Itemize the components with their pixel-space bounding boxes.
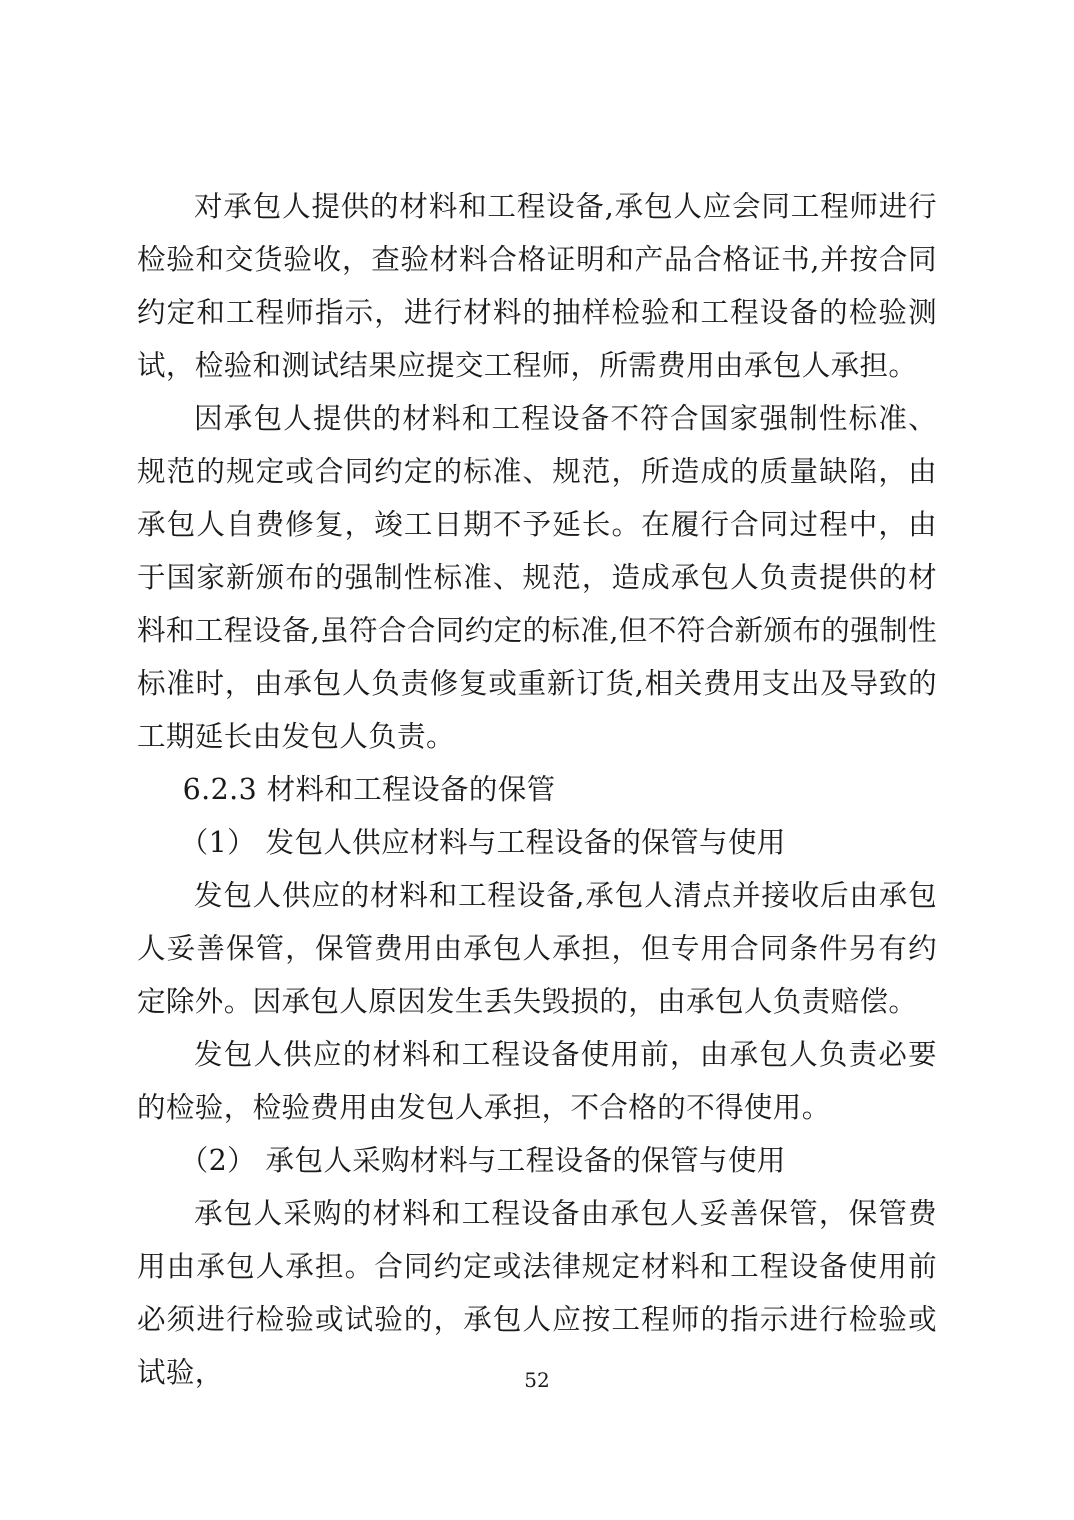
- paragraph-materials-inspection: 对承包人提供的材料和工程设备,承包人应会同工程师进行检验和交货验收，查验材料合格证明和产品合格证书,并按合同约定和工程师指示，进行材料的抽样检验和工程设备的检验测试，检验和测试结果应提交工程师，所需费用由承包人承担。: [137, 190, 937, 382]
- paragraph-nonconforming-materials: 因承包人提供的材料和工程设备不符合国家强制性标准、规范的规定或合同约定的标准、规范，所造成的质量缺陷，由承包人自费修复，竣工日期不予延长。在履行合同过程中，由于国家新颁布的强制性标准、规范，造成承包人负责提供的材料和工程设备,虽符合合同约定的标准,但不符合新颁布的强制性标准时，由承包人负责修复或重新订货,相关费用支出及导致的工期延长由发包人负责。: [137, 402, 937, 753]
- paragraph-employer-supplied-inspection: 发包人供应的材料和工程设备使用前，由承包人负责必要的检验，检验费用由发包人承担，不合格的不得使用。: [137, 1038, 937, 1124]
- page-number: 52: [524, 1368, 550, 1392]
- sub-item-1-employer-supplied: （1） 发包人供应材料与工程设备的保管与使用: [179, 826, 786, 859]
- paragraph-employer-supplied-custody: 发包人供应的材料和工程设备,承包人清点并接收后由承包人妥善保管，保管费用由承包人承担，但专用合同条件另有约定除外。因承包人原因发生丢失毁损的，由承包人负责赔偿。: [137, 879, 937, 1018]
- page-body: [137, 180, 937, 1399]
- section-heading-6-2-3: 6.2.3 材料和工程设备的保管: [182, 773, 556, 806]
- paragraph-contractor-procured-custody: 承包人采购的材料和工程设备由承包人妥善保管，保管费用由承包人承担。合同约定或法律规定材料和工程设备使用前必须进行检验或试验的，承包人应按工程师的指示进行检验或试验，: [137, 1197, 937, 1389]
- sub-item-2-contractor-procured: （2） 承包人采购材料与工程设备的保管与使用: [179, 1144, 786, 1177]
